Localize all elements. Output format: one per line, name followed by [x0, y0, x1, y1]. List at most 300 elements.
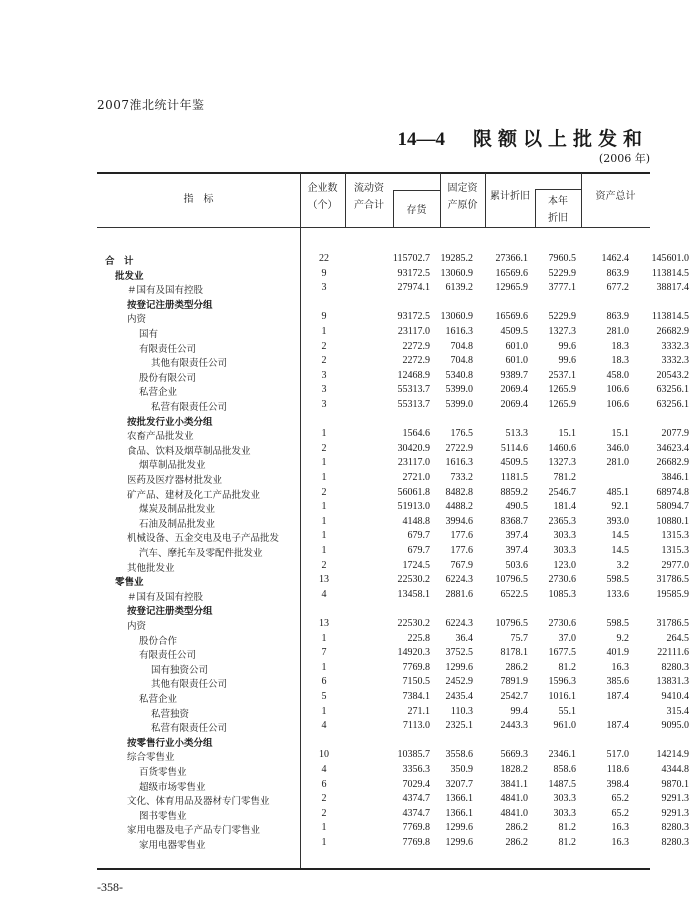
row-value: 7891.9: [500, 676, 528, 688]
row-value: 115702.7: [392, 253, 430, 264]
table-row: [97, 676, 689, 692]
row-value: 10880.1: [656, 515, 689, 527]
row-value: 23117.0: [397, 457, 430, 469]
header-fixed-assets-line1: 固定资: [447, 183, 478, 194]
row-value: 2435.4: [445, 691, 473, 702]
row-value: 38817.4: [656, 282, 689, 294]
header-current-assets: [345, 180, 393, 214]
row-value: 3207.7: [445, 778, 473, 790]
row-value: 10385.7: [397, 749, 430, 761]
row-value: 1: [321, 822, 327, 834]
row-value: 118.6: [606, 764, 629, 775]
row-label: 按登记注册类型分组: [127, 606, 213, 618]
row-value: 2: [321, 355, 327, 367]
row-value: 2730.6: [548, 574, 576, 586]
header-enterprises-line1: 企业数: [307, 183, 338, 194]
table-top-rule: [97, 172, 650, 174]
row-value: 7769.8: [402, 822, 430, 834]
row-value: 81.2: [558, 661, 576, 673]
row-value: 4148.8: [402, 515, 430, 527]
table-row: [97, 267, 689, 284]
row-value: 7384.1: [402, 691, 430, 702]
row-value: 225.8: [407, 632, 430, 644]
row-value: 601.0: [505, 355, 528, 367]
row-value: 55.1: [558, 705, 576, 717]
table-row: [97, 807, 689, 824]
row-label: 合 计: [105, 256, 134, 267]
row-value: 2272.9: [402, 355, 430, 367]
row-value: 4: [321, 720, 327, 732]
row-value: 99.6: [558, 355, 576, 367]
row-value: 27366.1: [495, 253, 528, 264]
row-value: 5: [321, 691, 327, 702]
row-value: 503.6: [505, 559, 528, 571]
row-value: 6: [321, 676, 327, 688]
row-value: 863.9: [606, 311, 629, 323]
row-value: 5399.0: [445, 384, 473, 396]
row-value: 1327.3: [548, 326, 576, 337]
row-value: 16.3: [611, 837, 629, 848]
row-value: 106.6: [606, 399, 629, 410]
row-value: 13: [319, 618, 329, 629]
row-value: 106.6: [606, 384, 629, 396]
row-value: 5340.8: [445, 369, 473, 381]
row-value: 679.7: [407, 545, 430, 556]
row-value: 65.2: [611, 807, 629, 819]
row-value: 145601.0: [651, 253, 689, 264]
row-value: 601.0: [505, 340, 528, 352]
row-value: 598.5: [606, 574, 629, 586]
row-value: 1181.5: [500, 472, 528, 483]
table-title-text: 限额以上批发和: [472, 128, 648, 150]
row-value: 281.0: [606, 457, 629, 469]
row-value: 181.4: [553, 501, 576, 513]
row-label: 超级市场零售业: [139, 781, 206, 793]
row-value: 51913.0: [397, 501, 430, 513]
header-inventory: 存货: [406, 205, 427, 216]
row-value: 4374.7: [402, 793, 430, 805]
row-value: 3: [321, 282, 327, 294]
row-value: 3332.3: [661, 355, 689, 367]
row-value: 458.0: [606, 369, 629, 381]
table-row: [97, 486, 689, 503]
row-value: 16569.6: [495, 267, 528, 279]
row-value: 4841.0: [500, 807, 528, 819]
row-value: 18.3: [611, 355, 629, 367]
row-value: 1460.6: [548, 442, 576, 454]
row-label: 综合零售业: [127, 752, 175, 764]
row-value: 7769.8: [402, 661, 430, 673]
row-value: 14.5: [611, 530, 629, 542]
row-value: 123.0: [553, 559, 576, 571]
row-value: 3841.1: [500, 778, 528, 790]
row-value: 5669.3: [500, 749, 528, 761]
row-value: 385.6: [606, 676, 629, 688]
row-value: 2: [321, 559, 327, 571]
row-value: 704.8: [450, 340, 473, 352]
row-value: 1596.3: [548, 676, 576, 688]
row-value: 271.1: [407, 705, 430, 717]
row-label: ＃国有及国有控股: [127, 285, 204, 297]
row-value: 99.6: [558, 340, 576, 352]
row-value: 1: [321, 632, 327, 644]
row-label: 农畜产品批发业: [127, 431, 194, 443]
row-value: 286.2: [505, 822, 528, 834]
row-value: 10: [319, 749, 329, 761]
row-label: 食品、饮料及烟草制品批发业: [127, 445, 251, 457]
row-value: 2881.6: [445, 588, 473, 600]
row-label: 有限责任公司: [139, 343, 197, 355]
running-head: 2007淮北统计年鉴: [97, 98, 205, 112]
row-value: 677.2: [606, 282, 629, 294]
row-value: 22: [319, 253, 329, 264]
table-row: [97, 705, 689, 722]
row-label: 私营企业: [139, 387, 178, 399]
row-value: 13458.1: [397, 588, 430, 600]
row-value: 961.0: [553, 720, 576, 732]
row-label: ＃国有及国有控股: [127, 591, 204, 603]
row-value: 16.3: [611, 661, 629, 673]
row-value: 23117.0: [397, 326, 430, 337]
row-value: 4: [321, 588, 327, 600]
row-value: 10796.5: [495, 618, 528, 629]
year-note: (2006 年): [598, 152, 650, 165]
row-value: 3777.1: [548, 282, 576, 294]
header-current-assets-line2: 产合计: [354, 200, 384, 211]
row-value: 55313.7: [397, 399, 430, 410]
row-value: 858.6: [553, 764, 576, 775]
row-value: 65.2: [611, 793, 629, 805]
table-row: [97, 793, 689, 809]
header-fixed-assets-line2: 产原价: [447, 200, 478, 211]
row-value: 350.9: [450, 764, 473, 775]
row-value: 18.3: [611, 340, 629, 352]
row-value: 4: [321, 764, 327, 775]
row-value: 26682.9: [656, 457, 689, 469]
row-value: 27974.1: [397, 282, 430, 294]
row-label: 机械设备、五金交电及电子产品批发: [127, 533, 280, 545]
row-value: 1677.5: [548, 647, 576, 659]
table-row: [97, 764, 689, 780]
row-label: 烟草制品批发业: [139, 460, 206, 472]
row-value: 34623.4: [656, 442, 689, 454]
row-value: 7960.5: [548, 253, 576, 264]
row-value: 8280.3: [661, 822, 689, 834]
row-value: 1: [321, 661, 327, 673]
row-value: 13831.3: [656, 676, 689, 688]
row-value: 2537.1: [548, 369, 576, 381]
row-value: 485.1: [606, 486, 629, 498]
row-label: 股份有限公司: [139, 372, 197, 384]
table-row: [97, 311, 689, 327]
row-value: 2365.3: [548, 515, 576, 527]
table-row: [97, 618, 689, 634]
row-value: 286.2: [505, 837, 528, 848]
table-row: [97, 691, 689, 707]
row-label: 石油及制品批发业: [139, 518, 216, 530]
header-enterprises: [300, 180, 345, 214]
row-value: 22530.2: [397, 618, 430, 629]
row-value: 1: [321, 457, 327, 469]
row-value: 3752.5: [445, 647, 473, 659]
row-value: 187.4: [606, 720, 629, 732]
row-value: 1315.3: [661, 545, 689, 556]
row-label: 批发业: [115, 270, 144, 282]
row-label: 百货零售业: [139, 767, 187, 778]
row-value: 22111.6: [657, 647, 689, 659]
row-value: 2452.9: [445, 676, 473, 688]
row-value: 9.2: [616, 632, 629, 644]
row-value: 7: [321, 647, 327, 659]
row-label: 文化、体育用品及器材专门零售业: [127, 796, 270, 808]
row-value: 2722.9: [445, 442, 473, 454]
row-value: 92.1: [611, 501, 629, 513]
page-number: -358-: [97, 880, 123, 894]
row-value: 2077.9: [661, 428, 689, 440]
row-value: 177.6: [450, 545, 473, 556]
row-label: 国有独资公司: [151, 664, 209, 676]
row-value: 4509.5: [500, 457, 528, 469]
row-value: 5114.6: [500, 442, 528, 454]
row-label: 有限责任公司: [139, 650, 197, 662]
row-value: 8482.8: [445, 486, 473, 498]
table-row: [97, 661, 689, 678]
row-label: 其他批发业: [127, 562, 175, 574]
row-value: 30420.9: [397, 442, 430, 454]
row-value: 7113.0: [402, 720, 430, 732]
row-value: 14.5: [611, 545, 629, 556]
row-value: 2443.3: [500, 720, 528, 732]
row-value: 5399.0: [445, 399, 473, 410]
row-value: 8368.7: [500, 515, 528, 527]
table-row: [97, 282, 689, 298]
row-value: 1366.1: [445, 793, 473, 805]
table-row: [97, 822, 689, 838]
row-label: 私营有限责任公司: [151, 402, 228, 413]
row-value: 286.2: [505, 661, 528, 673]
row-value: 113814.5: [651, 267, 689, 279]
row-label: 汽车、摩托车及零配件批发业: [139, 548, 263, 559]
row-value: 315.4: [666, 705, 689, 717]
row-value: 6: [321, 778, 327, 790]
row-value: 9410.4: [661, 691, 689, 702]
row-value: 68974.8: [656, 486, 689, 498]
row-value: 2: [321, 442, 327, 454]
table-row: [97, 837, 689, 853]
row-value: 15.1: [558, 428, 576, 440]
table-row: [97, 253, 689, 269]
row-value: 6224.3: [445, 574, 473, 586]
row-label: 家用电器零售业: [139, 840, 206, 851]
row-value: 4841.0: [500, 793, 528, 805]
header-year-depr-line1: 本年: [548, 196, 568, 207]
row-value: 14214.9: [656, 749, 689, 761]
header-enterprises-line2: （个）: [307, 200, 338, 211]
table-row: [97, 355, 689, 371]
row-value: 20543.2: [656, 369, 689, 381]
table-row: [97, 384, 689, 400]
row-value: 110.3: [450, 705, 473, 717]
row-value: 9: [321, 267, 327, 279]
row-value: 2069.4: [500, 384, 528, 396]
row-label: 医药及医疗器材批发业: [127, 475, 223, 486]
row-value: 4509.5: [500, 326, 528, 337]
table-row: [97, 326, 689, 342]
row-value: 4344.8: [661, 764, 689, 775]
row-value: 1828.2: [500, 764, 528, 775]
row-value: 3994.6: [445, 515, 473, 527]
row-value: 37.0: [558, 632, 576, 644]
row-value: 1265.9: [548, 384, 576, 396]
row-label: 煤炭及制品批发业: [139, 504, 216, 516]
row-value: 2546.7: [548, 486, 576, 498]
row-value: 1616.3: [445, 326, 473, 337]
row-label: 家用电器及电子产品专门零售业: [127, 825, 261, 837]
row-label: 国有: [139, 329, 159, 340]
row-value: 2325.1: [445, 720, 473, 732]
row-value: 12468.9: [397, 369, 430, 381]
row-value: 1: [321, 472, 327, 483]
row-value: 12965.9: [495, 282, 528, 294]
row-value: 2: [321, 807, 327, 819]
row-value: 16.3: [611, 822, 629, 834]
header-indicator: 指 标: [183, 194, 214, 205]
row-value: 863.9: [606, 267, 629, 279]
table-row: [97, 515, 689, 532]
row-value: 1085.3: [548, 588, 576, 600]
row-value: 513.3: [505, 428, 528, 440]
row-value: 4488.2: [445, 501, 473, 513]
row-value: 490.5: [505, 501, 528, 513]
row-value: 13060.9: [440, 311, 473, 323]
row-value: 2542.7: [500, 691, 528, 702]
row-value: 679.7: [407, 530, 430, 542]
row-value: 2977.0: [661, 559, 689, 571]
row-value: 8178.1: [500, 647, 528, 659]
row-value: 13060.9: [440, 267, 473, 279]
row-value: 3: [321, 369, 327, 381]
row-label: 按登记注册类型分组: [127, 299, 213, 311]
row-value: 75.7: [510, 632, 528, 644]
row-value: 2: [321, 486, 327, 498]
row-value: 1299.6: [445, 822, 473, 834]
row-value: 63256.1: [656, 384, 689, 396]
row-value: 1315.3: [661, 530, 689, 542]
table-row: [97, 632, 689, 649]
row-value: 1: [321, 515, 327, 527]
row-value: 6522.5: [500, 588, 528, 600]
table-row: [97, 749, 689, 765]
row-value: 2069.4: [500, 399, 528, 410]
row-value: 7150.5: [402, 676, 430, 688]
row-value: 6224.3: [445, 618, 473, 629]
table-bottom-rule: [97, 868, 650, 870]
table-row: [97, 720, 689, 736]
row-value: 93172.5: [397, 311, 430, 323]
table-row: [97, 369, 689, 386]
header-current-assets-line1: 流动资: [354, 183, 384, 194]
row-value: 4374.7: [402, 807, 430, 819]
table-row: [97, 501, 689, 517]
row-value: 1: [321, 501, 327, 513]
row-value: 31786.5: [656, 574, 689, 586]
row-value: 1: [321, 326, 327, 337]
row-value: 19585.9: [656, 588, 689, 600]
row-value: 13: [319, 574, 329, 586]
table-row: [97, 559, 689, 576]
row-value: 7769.8: [402, 837, 430, 848]
row-value: 9095.0: [661, 720, 689, 732]
row-value: 9870.1: [661, 778, 689, 790]
table-row: [97, 574, 689, 590]
row-value: 7029.4: [402, 778, 430, 790]
row-value: 133.6: [606, 588, 629, 600]
row-value: 5229.9: [548, 311, 576, 323]
row-value: 3: [321, 384, 327, 396]
row-value: 9291.3: [661, 807, 689, 819]
row-value: 2272.9: [402, 340, 430, 352]
row-value: 99.4: [510, 705, 528, 717]
row-value: 781.2: [553, 472, 576, 483]
row-value: 2721.0: [402, 472, 430, 483]
row-label: 其他有限责任公司: [151, 679, 228, 691]
header-bottom-rule: [97, 227, 650, 228]
row-value: 3558.6: [445, 749, 473, 761]
row-value: 93172.5: [397, 267, 430, 279]
header-year-depr-line2: 折旧: [548, 213, 568, 224]
row-value: 177.6: [450, 530, 473, 542]
row-value: 733.2: [450, 472, 473, 483]
row-value: 2: [321, 340, 327, 352]
row-value: 81.2: [558, 822, 576, 834]
row-value: 3846.1: [661, 472, 689, 483]
row-value: 9: [321, 311, 327, 323]
row-value: 1: [321, 837, 327, 848]
table-row: [97, 530, 689, 546]
table-row: [97, 778, 689, 795]
row-value: 1299.6: [445, 661, 473, 673]
row-value: 113814.5: [651, 311, 689, 323]
row-value: 176.5: [450, 428, 473, 440]
row-value: 1299.6: [445, 837, 473, 848]
row-label: 零售业: [115, 577, 144, 589]
row-label: 图书零售业: [139, 810, 187, 822]
row-value: 3332.3: [661, 340, 689, 352]
row-value: 1724.5: [402, 559, 430, 571]
row-value: 2346.1: [548, 749, 576, 761]
row-value: 398.4: [606, 778, 629, 790]
row-value: 393.0: [606, 515, 629, 527]
row-value: 303.3: [553, 793, 576, 805]
table-row: [97, 340, 689, 357]
table-row: [97, 735, 650, 751]
row-value: 19285.2: [440, 253, 473, 264]
table-row: [97, 647, 689, 663]
table-row: [97, 414, 650, 430]
row-label: 私营有限责任公司: [151, 723, 228, 735]
subheader-rule: [535, 189, 581, 190]
row-value: 1: [321, 545, 327, 556]
row-value: 2: [321, 793, 327, 805]
row-value: 22530.2: [397, 574, 430, 586]
table-row: [97, 603, 650, 619]
row-value: 397.4: [505, 545, 528, 556]
row-value: 3356.3: [402, 764, 430, 775]
row-value: 303.3: [553, 545, 576, 556]
row-value: 58094.7: [656, 501, 689, 513]
row-value: 1487.5: [548, 778, 576, 790]
row-value: 346.0: [606, 442, 629, 454]
